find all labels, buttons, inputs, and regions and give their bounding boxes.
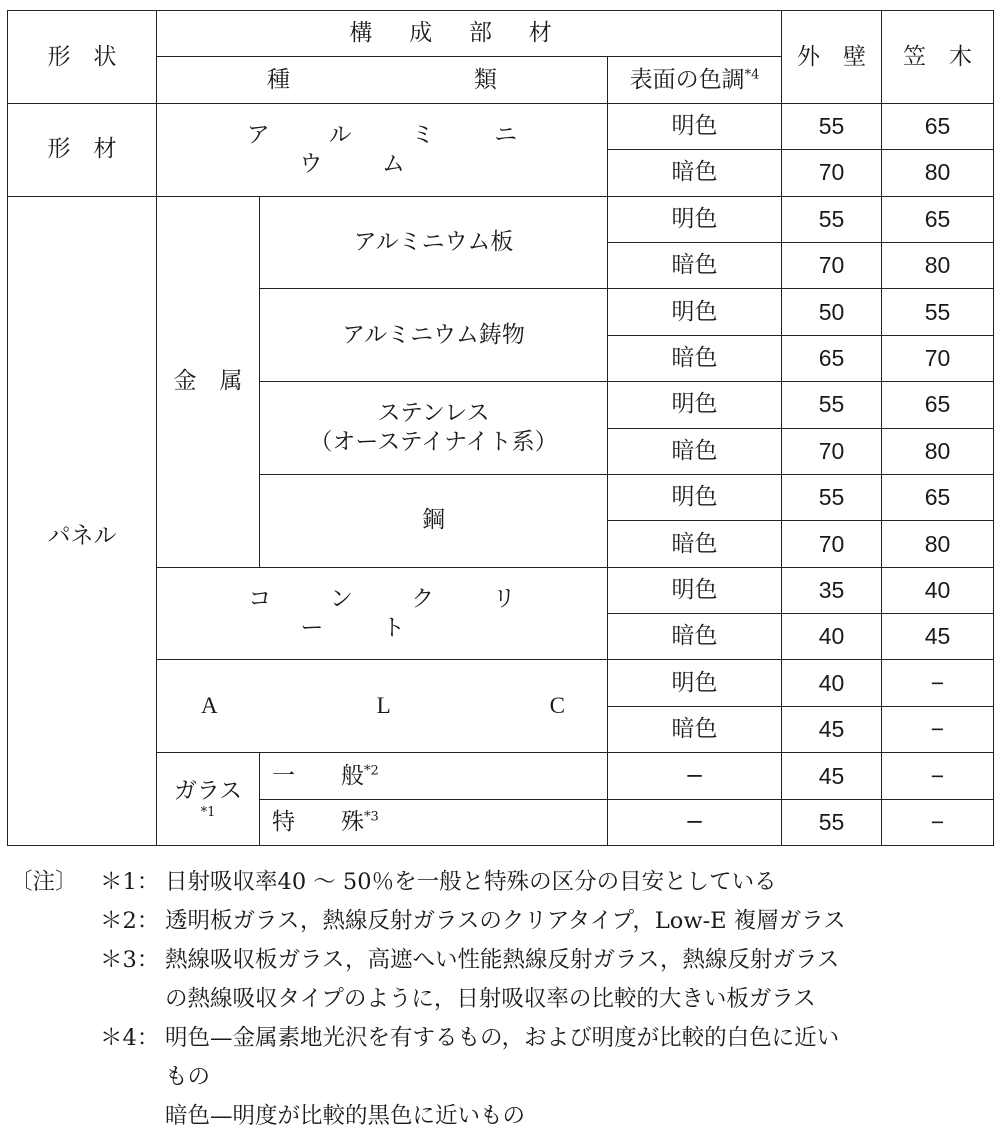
header-color (608, 57, 782, 103)
wall-value: 50 (782, 289, 882, 335)
tone-cell: − (608, 799, 782, 845)
wall-value: 70 (782, 428, 882, 474)
wall-value: 45 (782, 706, 882, 752)
note-3 (10, 949, 995, 988)
tone-cell: 明色 (608, 382, 782, 428)
note-1-key: ＊1： (100, 869, 160, 895)
note-2-text: 透明板ガラス，熱線反射ガラスのクリアタイプ，Low-E 複層ガラス (165, 908, 846, 934)
note-1 (10, 871, 995, 910)
material-alum-plate: アルミニウム板 (260, 196, 608, 289)
tone-cell: 明色 (608, 567, 782, 613)
material-stainless (260, 382, 608, 475)
wall-value: 70 (782, 150, 882, 196)
wall-value: 45 (782, 753, 882, 799)
material-steel: 鋼 (260, 474, 608, 567)
tone-cell: 明色 (608, 474, 782, 520)
wall-value: 55 (782, 474, 882, 520)
note-4-key: ＊4： (100, 1025, 160, 1051)
tone-cell: 暗色 (608, 521, 782, 567)
note-4-cont (10, 1066, 995, 1105)
note-4-text: 明色—金属素地光沢を有するもの，および明度が比較的白色に近い (165, 1025, 840, 1051)
note-4-text-cont: もの (165, 1064, 211, 1090)
wall-value: 40 (782, 660, 882, 706)
material-alc-l: L (376, 692, 391, 718)
material-concrete-text: コンクリート (248, 585, 575, 641)
coping-value: 80 (882, 428, 994, 474)
row-label-extrusion: 形 材 (8, 103, 157, 196)
note-1-text: 日射吸収率40 ～ 50％を一般と特殊の区分の目安としている (165, 869, 777, 895)
tone-cell: 暗色 (608, 242, 782, 288)
material-alc-a: A (201, 692, 218, 718)
wall-value: 70 (782, 242, 882, 288)
header-row-1 (8, 11, 994, 57)
material-aluminum-text: アルミニウム (246, 121, 578, 177)
wall-value: 55 (782, 196, 882, 242)
material-alum-cast: アルミニウム鋳物 (260, 289, 608, 382)
header-shape: 形 状 (8, 11, 157, 104)
material-table (7, 10, 994, 846)
tone-cell: 暗色 (608, 706, 782, 752)
tone-cell: − (608, 753, 782, 799)
coping-value: − (882, 660, 994, 706)
row-label-glass-sup: *1 (200, 805, 216, 821)
coping-value: 45 (882, 614, 994, 660)
material-glass-special (260, 799, 608, 845)
tone-cell: 暗色 (608, 335, 782, 381)
row-label-glass-text: ガラス (173, 777, 243, 804)
wall-value: 70 (782, 521, 882, 567)
material-glass-general-text: 一 般 (272, 762, 364, 789)
note-4-text-dark: 暗色—明度が比較的黒色に近いもの (165, 1103, 526, 1129)
table-row (8, 196, 994, 242)
notes-label: 〔注〕 (10, 869, 78, 895)
material-stainless-line2: （オーステイナイト系） (309, 429, 558, 456)
note-4-dark (10, 1105, 995, 1144)
coping-value: 55 (882, 289, 994, 335)
row-label-glass (157, 753, 260, 846)
row-label-panel: パネル (8, 196, 157, 845)
material-alc (157, 660, 608, 753)
coping-value: − (882, 799, 994, 845)
header-kind (157, 57, 608, 103)
row-label-metal: 金 属 (157, 196, 260, 567)
header-kind-text: 種 類 (267, 66, 578, 93)
material-concrete (157, 567, 608, 660)
notes-section (10, 871, 995, 1144)
note-2-key: ＊2： (100, 908, 160, 934)
wall-value: 40 (782, 614, 882, 660)
tone-cell: 明色 (608, 289, 782, 335)
coping-value: 80 (882, 242, 994, 288)
header-color-text: 表面の色調 (629, 66, 745, 93)
wall-value: 55 (782, 382, 882, 428)
note-3-key: ＊3： (100, 947, 160, 973)
coping-value: 65 (882, 382, 994, 428)
coping-value: 70 (882, 335, 994, 381)
tone-cell: 暗色 (608, 150, 782, 196)
coping-value: 80 (882, 521, 994, 567)
note-3-text-cont: の熱線吸収タイプのように，日射吸収率の比較的大きい板ガラス (165, 986, 816, 1012)
coping-value: − (882, 706, 994, 752)
wall-value: 35 (782, 567, 882, 613)
coping-value: 65 (882, 474, 994, 520)
coping-value: 40 (882, 567, 994, 613)
tone-cell: 明色 (608, 196, 782, 242)
tone-cell: 明色 (608, 660, 782, 706)
tone-cell: 明色 (608, 103, 782, 149)
material-glass-general (260, 753, 608, 799)
note-4 (10, 1027, 995, 1066)
material-glass-general-sup: *2 (364, 762, 379, 778)
coping-value: 65 (882, 103, 994, 149)
material-aluminum (157, 103, 608, 196)
wall-value: 55 (782, 103, 882, 149)
header-coping: 笠 木 (882, 11, 994, 104)
material-glass-special-sup: *3 (364, 809, 379, 825)
note-3-text: 熱線吸収板ガラス，高遮へい性能熱線反射ガラス，熱線反射ガラス (165, 947, 840, 973)
header-wall: 外 壁 (782, 11, 882, 104)
table-row (8, 103, 994, 149)
note-2 (10, 910, 995, 949)
tone-cell: 暗色 (608, 428, 782, 474)
coping-value: 65 (882, 196, 994, 242)
coping-value: − (882, 753, 994, 799)
material-alc-c: C (549, 692, 565, 718)
note-3-cont (10, 988, 995, 1027)
header-color-sup: *4 (744, 67, 760, 83)
tone-cell: 暗色 (608, 614, 782, 660)
header-components: 構成部材 (157, 11, 782, 57)
wall-value: 55 (782, 799, 882, 845)
material-stainless-line1: ステンレス (377, 400, 490, 427)
wall-value: 65 (782, 335, 882, 381)
material-glass-special-text: 特 殊 (272, 808, 364, 835)
coping-value: 80 (882, 150, 994, 196)
